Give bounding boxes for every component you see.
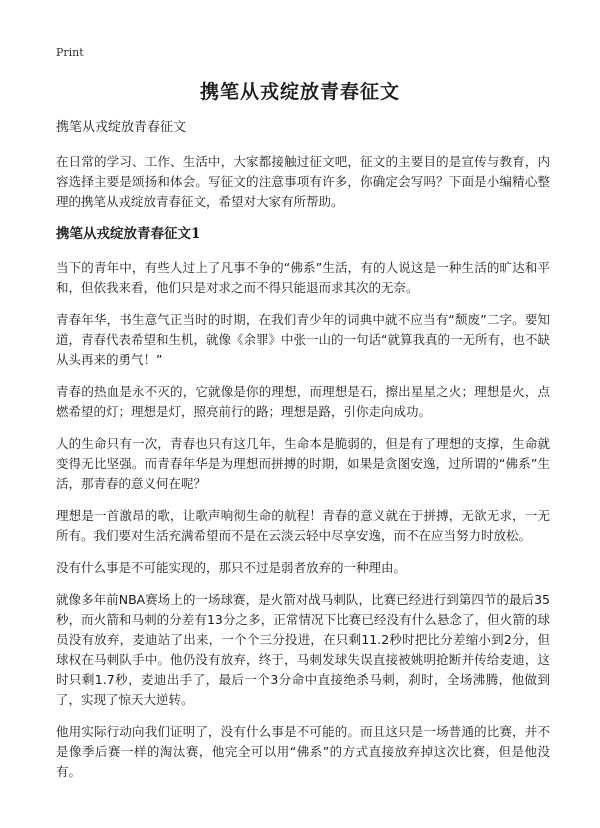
essay-paragraph: 人的生命只有一次，青春也只有这几年，生命本是脆弱的，但是有了理想的支撑，生命就变得无比坚强。而青春年华是为理想而拼搏的时期，如果是贪图安逸，过所谓的“佛系”生活，那青春的意义何在呢？ — [56, 436, 550, 491]
section-heading: 携笔从戎绽放青春征文1 — [56, 226, 201, 242]
essay-paragraph: 他用实际行动向我们证明了，没有什么事是不可能的。而且这只是一场普通的比赛，并不是像季后赛一样的淘汰赛，他完全可以用“佛系”的方式直接放弃掉这次比赛，但是他没有。 — [56, 724, 550, 779]
essay-paragraph: 青春的热血是永不灭的，它就像是你的理想，而理想是石，擦出星星之火；理想是火，点燃希望的灯；理想是灯，照亮前行的路；理想是路，引你走向成功。 — [56, 384, 550, 419]
print-label: Print — [56, 46, 84, 59]
essay-paragraph: 青春年华，书生意气正当时的时期，在我们青少年的词典中就不应当有“颓废”二字。要知道，青春代表希望和生机，就像《余罪》中张一山的一句话“就算我真的一无所有，也不缺从头再来的勇气！” — [56, 312, 550, 367]
intro-paragraph: 在日常的学习、工作、生活中，大家都接触过征文吧，征文的主要目的是宣传与教育，内容选择主要是颂扬和体会。写征文的注意事项有许多，你确定会写吗？下面是小编精心整理的携笔从戎绽放青春征文，希望对大家有所帮助。 — [56, 154, 550, 209]
essay-paragraph: 当下的青年中，有些人过上了凡事不争的“佛系”生活，有的人说这是一种生活的旷达和平和，但依我来看，他们只是对求之而不得只能退而求其次的无奈。 — [56, 260, 550, 295]
essay-paragraph: 就像多年前NBA赛场上的一场球赛，是火箭对战马刺队，比赛已经进行到第四节的最后35秒，而火箭和马刺的分差有13分之多，正常情况下比赛已经没有什么悬念了，但火箭的球员没有放弃，麦迪站了出来，一个个三分投进，在只剩11.2秒时把比分差缩小到2分，但球权在马刺队手中。他仍没有放弃，终于，马刺发球失误直接被姚明抢断并传给麦迪，这时只剩1.7秒，麦迪出手了，最后一个3分命中直接绝杀马刺，刹时，全场沸腾，他做到了，实现了惊天大逆转。 — [56, 592, 550, 707]
document-body — [56, 118, 550, 794]
essay-paragraph: 没有什么事是不可能实现的，那只不过是弱者放弃的一种理由。 — [56, 560, 407, 575]
essay-paragraph: 理想是一首激昂的歌，让歌声响彻生命的航程！青春的意义就在于拼搏，无欲无求，一无所有。我们要对生活充满希望而不是在云淡云轻中尽享安逸，而不在应当努力时放松。 — [56, 508, 550, 543]
page-title: 携笔从戎绽放青春征文 — [199, 81, 400, 103]
document-subtitle: 携笔从戎绽放青春征文 — [56, 120, 187, 135]
